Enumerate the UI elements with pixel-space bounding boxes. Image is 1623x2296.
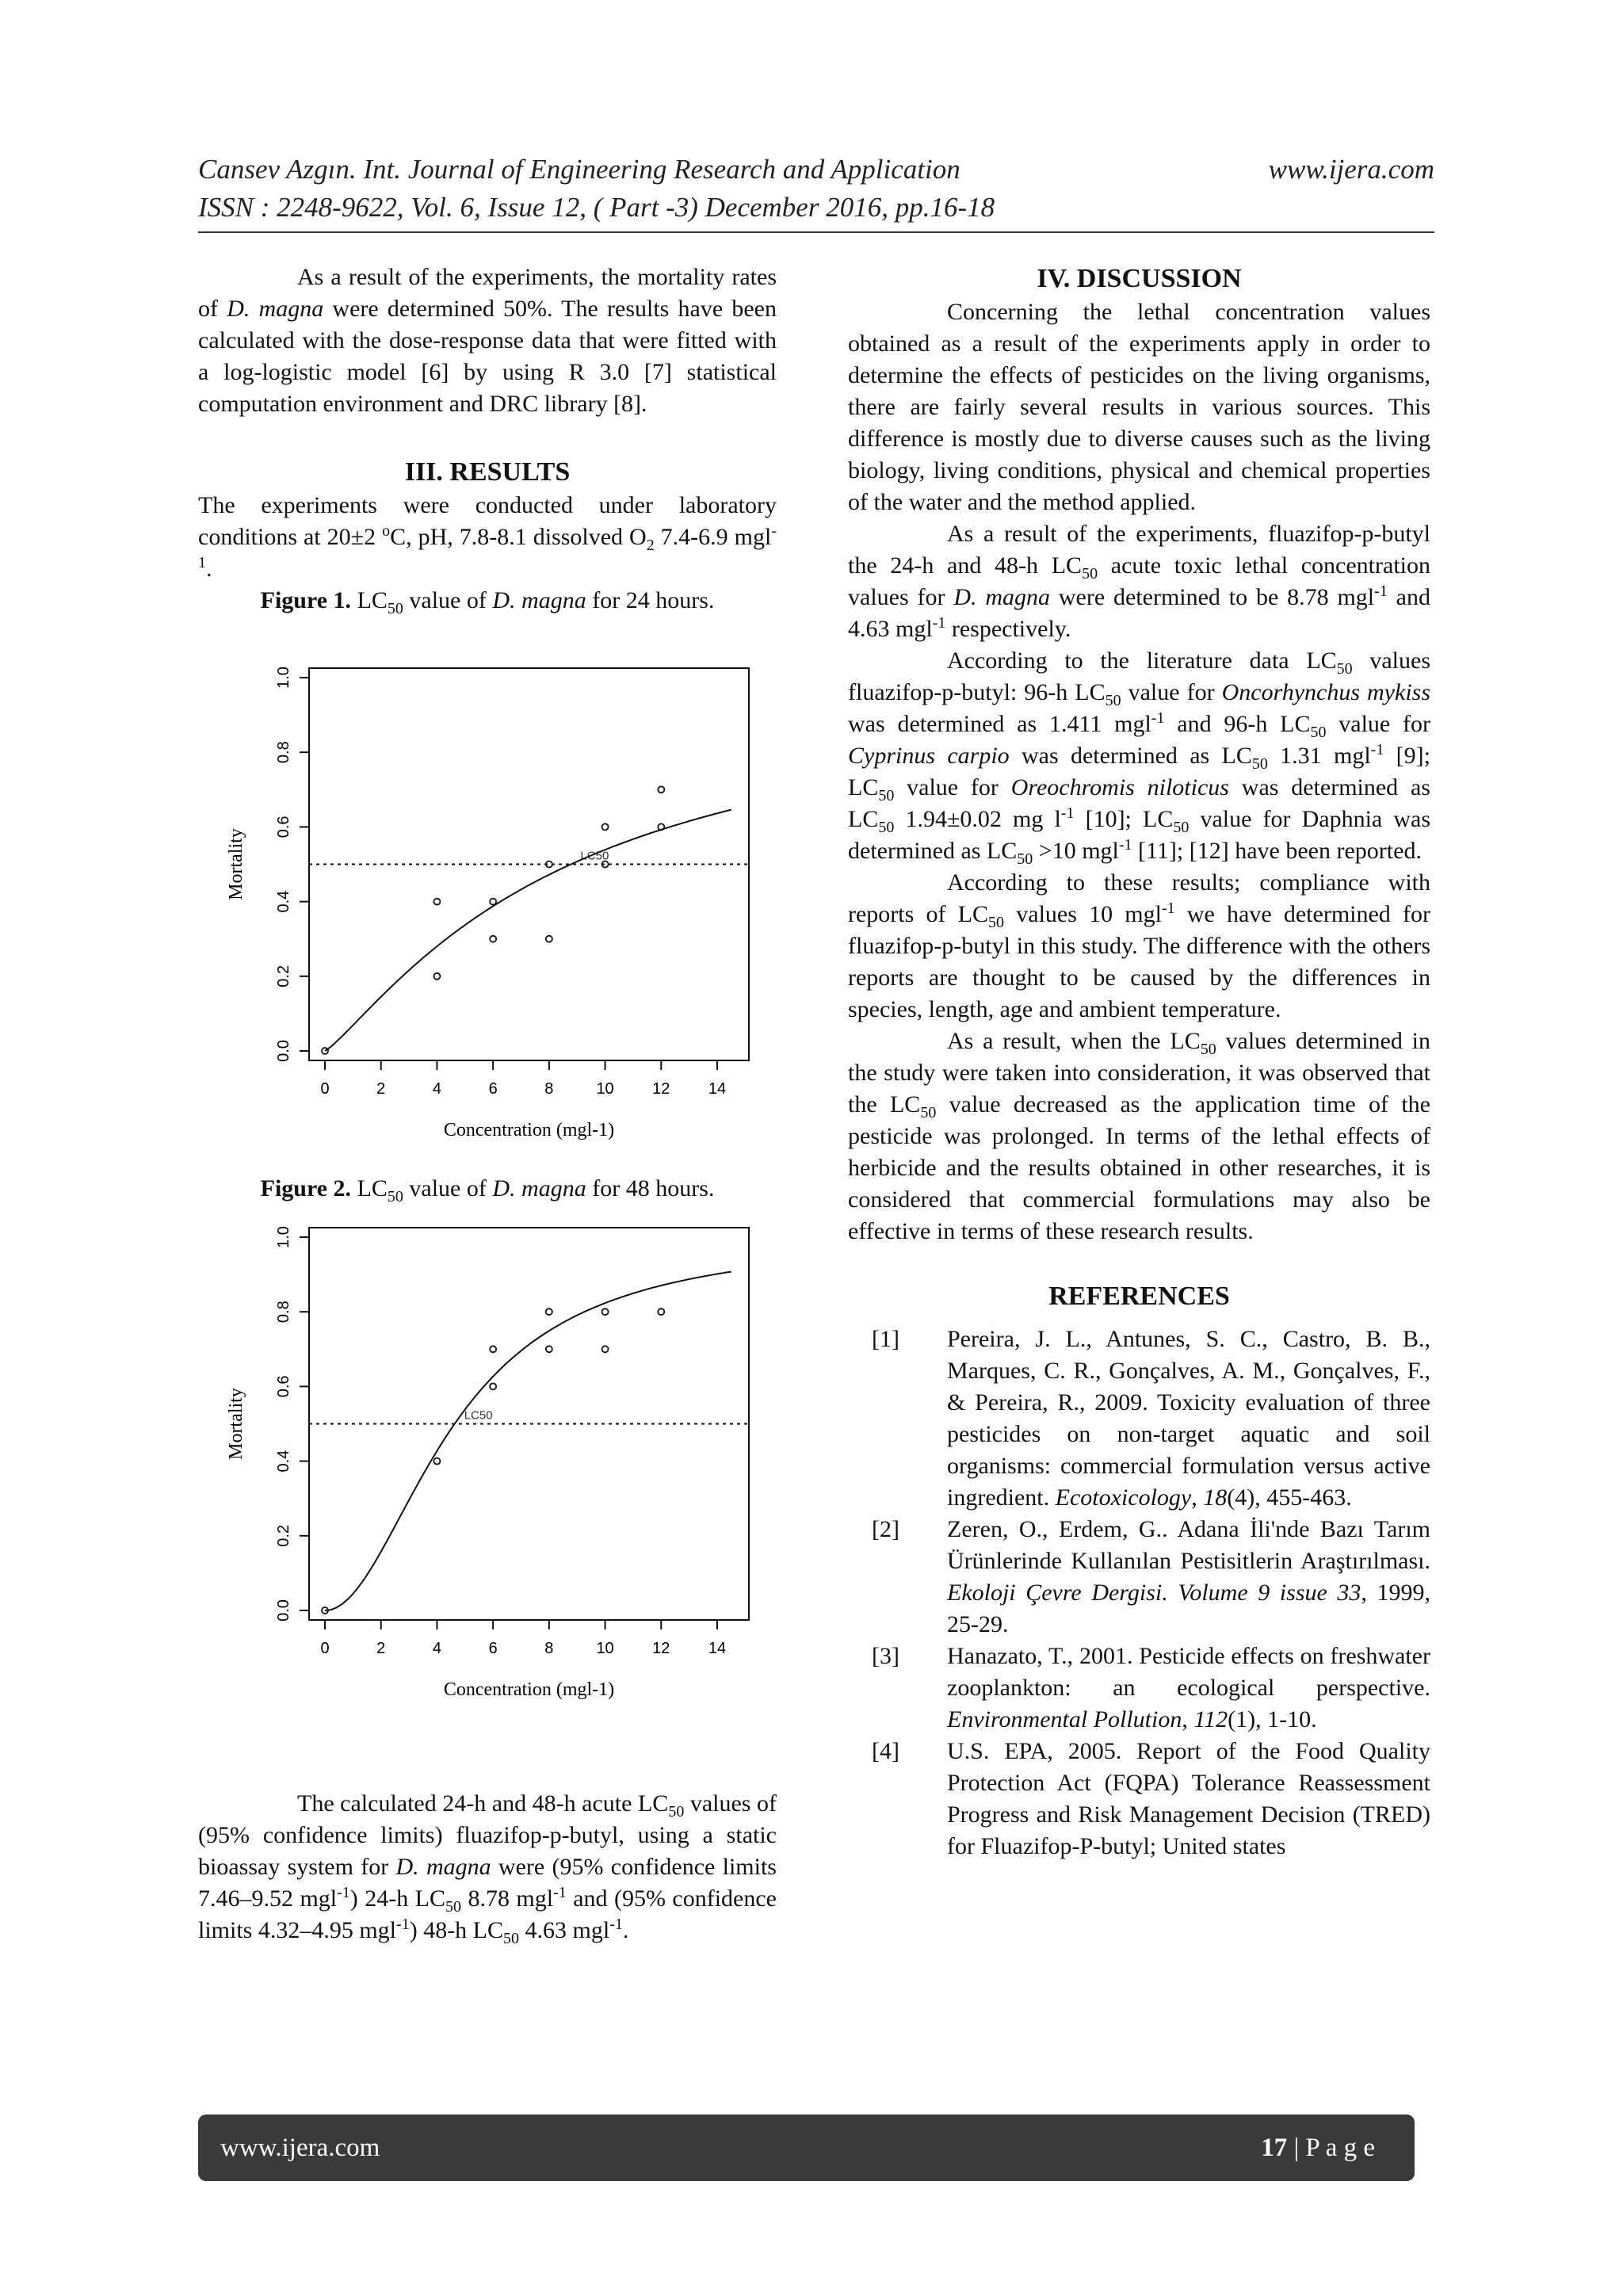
data-point	[433, 899, 440, 905]
x-tick-label: 10	[596, 1640, 614, 1657]
y-axis-label: Mortality	[226, 1388, 246, 1460]
reference-number: [4]	[872, 1738, 899, 1764]
data-point	[433, 973, 440, 980]
reference-text: Pereira, J. L., Antunes, S. C., Castro, B. B., Marques, C. R., Gonçalves, A. M., Gonçalves, F., & Pereira, R., 2009. Toxicity evaluation of three pesticides on non-target aquatic and soil organisms: commercial formulation versus active ingredient. Ecotoxicology, 18(4), 455-463.	[947, 1326, 1430, 1511]
y-tick-label: 1.0	[275, 1226, 292, 1248]
results-paragraph: The experiments were conducted under laboratory conditions at 20±2 $^o$C, pH, 7.8-8.1 dissolved $O_2$ 7.4-6.9 mgl$^{-1}$.	[198, 492, 777, 582]
reference-item	[848, 1514, 1430, 1641]
data-point	[602, 1346, 609, 1352]
figure1-caption	[198, 585, 777, 617]
x-tick-label: 14	[708, 1640, 727, 1657]
y-tick-label: 1.0	[275, 667, 292, 689]
reference-text: U.S. EPA, 2005. Report of the Food Quality Protection Act (FQPA) Tolerance Reassessment Progress and Risk Management Decision (TRED) for Fluazifop-P-butyl; United states	[947, 1738, 1430, 1859]
page-number-value: 17	[1261, 2133, 1288, 2162]
running-header	[198, 151, 1434, 227]
data-point	[546, 1308, 552, 1315]
y-tick-label: 0.4	[275, 1450, 292, 1473]
x-tick-label: 12	[652, 1640, 670, 1657]
reference-item	[848, 1641, 1430, 1736]
issn-line: ISSN : 2248-9622, Vol. 6, Issue 12, ( Part -3) December 2016, pp.16-18	[198, 192, 995, 223]
discussion-paragraph-4: According to these results; compliance with reports of $LC_{50}$ values 10 mgl$^{-1}$ we have determined for fluazifop-p-butyl in this study. The difference with the others reports are thought to be caused by the differences in species, length, age and ambient temperature.	[848, 869, 1430, 1022]
x-axis-label: Concentration (mgl-1)	[443, 1679, 615, 1700]
x-tick-label: 2	[376, 1640, 386, 1657]
y-tick-label: 0.0	[275, 1599, 292, 1622]
y-tick-label: 0.6	[275, 1375, 292, 1398]
y-tick-label: 0.4	[275, 890, 292, 913]
page-label: | P a g e	[1293, 2133, 1375, 2162]
y-axis-label: Mortality	[226, 828, 246, 900]
lc50-label: LC50	[580, 849, 609, 863]
discussion-heading: IV. DISCUSSION	[1037, 264, 1242, 293]
reference-number: [1]	[872, 1326, 899, 1352]
data-point	[658, 1308, 664, 1315]
x-tick-label: 10	[596, 1080, 614, 1098]
figure2-caption-text: $LC_{50}$ value of D. magna for 48 hours.	[357, 1175, 715, 1205]
page-number	[1261, 2134, 1375, 2163]
x-tick-label: 4	[432, 1080, 441, 1098]
left-column	[198, 262, 777, 1946]
discussion-paragraph-2: As a result of the experiments, fluazifop-p-butyl the 24-h and 48-h $LC_{50}$ acute toxic lethal concentration values for D. magna were determined to be 8.78 mgl$^{-1}$ and 4.63 mgl$^{-1}$ respectively.	[848, 521, 1430, 642]
discussion-paragraph-3: According to the literature data $LC_{50}$ values fluazifop-p-butyl: 96-h $LC_{50}$ value for Oncorhynchus mykiss was determined as 1.411 mgl$^{-1}$ and 96-h $LC_{50}$ value for Cyprinus carpio was determined as $LC_{50}$ 1.31 mgl$^{-1}$ [9]; $LC_{50}$ value for Oreochromis niloticus was determined as $LC_{50}$ 1.94±0.02 mg $l^{-1}$ [10]; $LC_{50}$ value for Daphnia was determined as $LC_{50} >10$ mgl$^{-1}$ [11]; [12] have been reported.	[848, 648, 1431, 868]
reference-number: [2]	[872, 1516, 899, 1542]
journal-website[interactable]: www.ijera.com	[1268, 154, 1434, 185]
figure1-caption-text: $LC_{50}$ value of D. magna for 24 hours.	[357, 587, 715, 617]
discussion-paragraph-1: Concerning the lethal concentration values obtained as a result of the experiments apply in order to determine the effects of pesticides on the living organisms, there are fairly several results in various sources. This difference is mostly due to diverse causes such as the living biology, living conditions, physical and chemical properties of the water and the method applied.	[848, 299, 1430, 515]
lc50-summary-paragraph: The calculated 24-h and 48-h acute $LC_{50}$ values of (95% confidence limits) fluazifop-p-butyl, using a static bioassay system for D. magna were (95% confidence limits 7.46–9.52 mgl$^{-1}$) 24-h $LC_{50}$ 8.78 mgl$^{-1}$ and (95% confidence limits 4.32–4.95 mgl$^{-1}$) 48-h $LC_{50}$ 4.63 mgl$^{-1}$.	[198, 1790, 777, 1947]
x-tick-label: 8	[544, 1640, 554, 1657]
journal-citation: Cansev Azgın. Int. Journal of Engineering Research and Application	[198, 154, 960, 185]
y-tick-label: 0.0	[275, 1040, 292, 1062]
reference-item	[848, 1324, 1430, 1514]
data-point	[490, 1346, 496, 1352]
fitted-curve	[325, 810, 731, 1051]
x-tick-label: 6	[488, 1640, 498, 1657]
y-tick-label: 0.2	[275, 1524, 292, 1547]
x-tick-label: 14	[708, 1080, 727, 1098]
page-footer	[198, 2115, 1415, 2181]
footer-website[interactable]: www.ijera.com	[220, 2133, 380, 2162]
x-tick-label: 6	[488, 1080, 498, 1098]
data-point	[602, 823, 609, 830]
x-tick-label: 12	[652, 1080, 670, 1098]
right-column	[848, 262, 1430, 1862]
x-tick-label: 0	[320, 1640, 330, 1657]
lc50-label: LC50	[464, 1408, 493, 1423]
data-point	[546, 1346, 552, 1352]
x-tick-label: 2	[376, 1080, 386, 1098]
results-heading: III. RESULTS	[404, 457, 571, 487]
data-point	[490, 936, 496, 942]
reference-text: Zeren, O., Erdem, G.. Adana İli'nde Bazı Tarım Ürünlerinde Kullanılan Pestisitlerin Araştırılması. Ekoloji Çevre Dergisi. Volume 9 issue 33, 1999, 25-29.	[947, 1516, 1430, 1637]
figure2-caption	[198, 1173, 777, 1205]
header-divider	[198, 231, 1434, 233]
data-point	[602, 1308, 609, 1315]
reference-text: Hanazato, T., 2001. Pesticide effects on freshwater zooplankton: an ecological perspective. Environmental Pollution, 112(1), 1-10.	[947, 1643, 1430, 1733]
x-axis-label: Concentration (mgl-1)	[443, 1120, 615, 1140]
figure1-label: Figure 1.	[260, 587, 352, 613]
x-tick-label: 8	[544, 1080, 554, 1098]
y-tick-label: 0.6	[275, 816, 292, 839]
reference-item	[848, 1736, 1430, 1862]
x-tick-label: 4	[432, 1640, 441, 1657]
fitted-curve	[325, 1272, 731, 1610]
y-tick-label: 0.8	[275, 741, 292, 764]
y-tick-label: 0.8	[275, 1301, 292, 1324]
data-point	[490, 1383, 496, 1389]
reference-list	[848, 1324, 1430, 1862]
figure2-label: Figure 2.	[260, 1175, 352, 1201]
data-point	[546, 936, 552, 942]
methods-paragraph: As a result of the experiments, the mortality rates of D. magna were determined 50%. The results have been calculated with the dose-response data that were fitted with a log-logistic model [6] by using R 3.0 [7] statistical computation environment and DRC library [8].	[198, 264, 777, 417]
data-point	[658, 786, 664, 793]
y-tick-label: 0.2	[275, 965, 292, 988]
figure1-chart	[210, 648, 765, 1163]
references-heading: REFERENCES	[1048, 1282, 1230, 1311]
x-tick-label: 0	[320, 1080, 330, 1098]
data-point	[490, 899, 496, 905]
discussion-paragraph-5: As a result, when the $LC_{50}$ values determined in the study were taken into consideration, it was observed that the $LC_{50}$ value decreased as the application time of the pesticide was prolonged. In terms of the lethal effects of herbicide and the results obtained in other researches, it is considered that commercial formulations may also be effective in terms of these research results.	[848, 1028, 1430, 1244]
data-point	[433, 1458, 440, 1465]
figure2-chart	[210, 1208, 765, 1723]
reference-number: [3]	[872, 1643, 899, 1669]
